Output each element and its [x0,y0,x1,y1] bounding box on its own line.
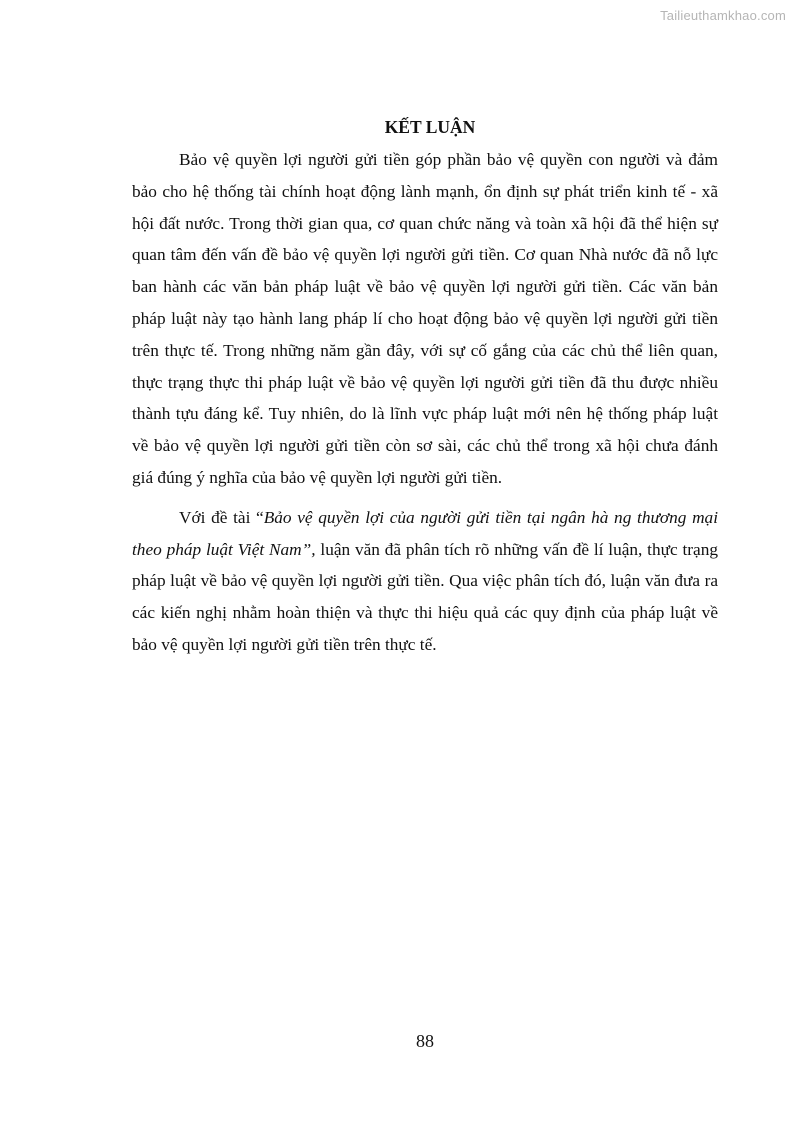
page-number: 88 [416,1031,434,1051]
page-title: KẾT LUẬN [384,117,476,137]
paragraph-2-suffix: luận văn đã phân tích rõ những vấn đề lí luận, thực trạng pháp luật về bảo vệ quyền lợi người gửi tiền. Qua việc phân tích đó, luận văn đưa ra các kiến nghị nhằm hoàn thiện và thực thi hiệu quả các quy định của pháp luật về bảo vệ quyền lợi người gửi tiền trên thực tế. [132,539,718,654]
watermark-text: Tailieuthamkhao.com [660,8,786,23]
paragraph-2-prefix: Với đề tài “ [179,507,264,527]
document-body [132,112,718,661]
conclusion-paragraph-2 [132,502,718,661]
thesis-title-italic: Bảo vệ quyền lợi của người gửi tiền tại ngân hà ng thương mại theo pháp luật Việt Nam”, [132,507,718,559]
conclusion-paragraph-1: Bảo vệ quyền lợi người gửi tiền góp phần bảo vệ quyền con người và đảm bảo cho hệ thống tài chính hoạt động lành mạnh, ổn định sự phát triển kinh tế - xã hội đất nước. Trong thời gian qua, cơ quan chức năng và toàn xã hội đã thể hiện sự quan tâm đến vấn đề bảo vệ quyền lợi người gửi tiền. Cơ quan Nhà nước đã nỗ lực ban hành các văn bản pháp luật về bảo vệ quyền lợi người gửi tiền. Các văn bản pháp luật này tạo hành lang pháp lí cho hoạt động bảo vệ quyền lợi người gửi tiền trên thực tế. Trong những năm gần đây, với sự cố gắng của các chủ thể liên quan, thực trạng thực thi pháp luật về bảo vệ quyền lợi người gửi tiền đã thu được nhiều thành tựu đáng kể. Tuy nhiên, do là lĩnh vực pháp luật mới nên hệ thống pháp luật về bảo vệ quyền lợi người gửi tiền còn sơ sài, các chủ thể trong xã hội chưa đánh giá đúng ý nghĩa của bảo vệ quyền lợi người gửi tiền. [132,150,718,487]
